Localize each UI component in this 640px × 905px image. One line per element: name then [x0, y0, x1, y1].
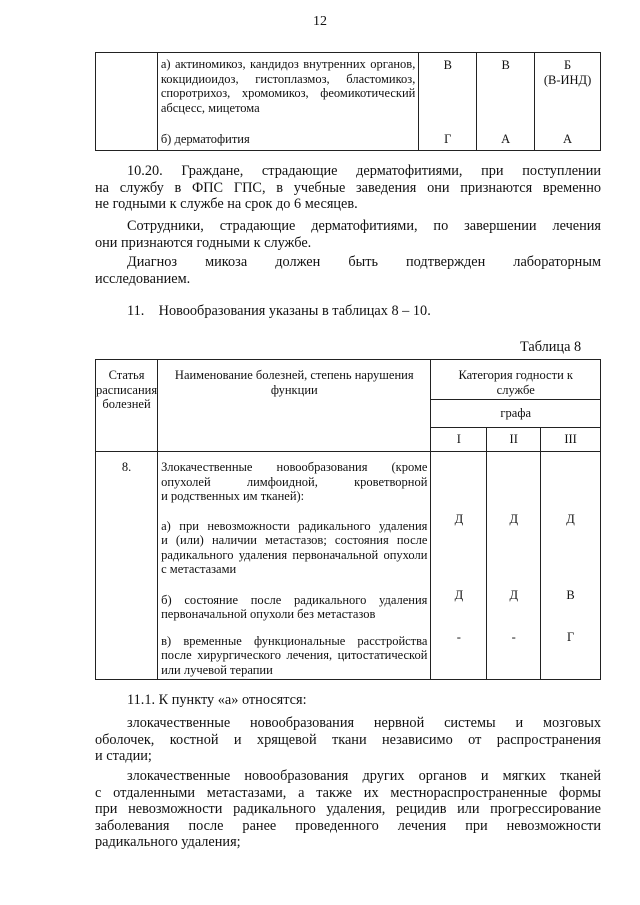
paragraph-10-20: [95, 163, 601, 213]
text-line: споротрихоз, хромомикоз, феомикотический: [160, 86, 416, 100]
text-line: исследованием.: [95, 270, 191, 287]
grafa-value: Д: [509, 587, 518, 602]
text-line: и стадии;: [95, 748, 152, 764]
text-line: кокцидиоидоз, гистоплазмоз, бластомикоз,: [160, 71, 416, 86]
header-category: [431, 360, 601, 400]
text-line: или лучевой терапии: [161, 662, 273, 677]
grafa-3-value-line: Б: [563, 58, 572, 72]
grafa-2-value: В: [477, 53, 535, 128]
header-text-line: Категория годности к: [458, 368, 573, 382]
text-line: заболевания после ранее проведенного лечения при невозможности: [95, 817, 601, 834]
header-col-2: II: [487, 428, 541, 452]
grafa-value: Д: [454, 587, 464, 602]
disease-name-cell: [157, 53, 419, 128]
text-line: в) временные функциональные расстройства: [161, 633, 428, 648]
paragraph-employees: [95, 218, 601, 251]
text-line: опухолей лимфоидной, кроветворной: [161, 474, 428, 489]
disease-description: [158, 452, 431, 680]
header-col-1: I: [431, 428, 487, 452]
grafa-1-value: В: [419, 53, 477, 128]
grafa-3-values: [541, 452, 601, 680]
disease-name-cell: [157, 128, 419, 151]
text-line: с отдаленными метастазами, а также их местнораспространенные формы: [95, 784, 601, 801]
header-text-line: расписания: [96, 382, 158, 397]
text-line: они признаются годными к службе.: [95, 234, 312, 251]
article-cell: [96, 53, 158, 151]
text-line: и (или) наличии метастазов; состояния после: [161, 533, 428, 547]
paragraph-diagnosis: [95, 254, 601, 287]
header-text-line: функции: [270, 382, 318, 397]
text-line: на службу в ФПС ГПС, в учебные заведения они признаются временно: [95, 179, 601, 196]
text-line: б) состояние после радикального удаления: [161, 592, 428, 607]
header-text-line: Статья: [108, 368, 145, 382]
text-line: злокачественные новообразования других органов и мягких тканей: [127, 768, 601, 784]
table-row: [96, 53, 601, 128]
article-number: 8.: [96, 452, 158, 680]
table-caption: Таблица 8: [520, 339, 582, 355]
paragraph-item-b: [95, 768, 601, 851]
text-line: а) актиномикоз, кандидоз внутренних органов,: [160, 57, 416, 71]
table-row: [96, 452, 601, 680]
page-number: 12: [313, 14, 327, 29]
text-line: Злокачественные новообразования (кроме: [161, 460, 428, 474]
text-line: оболочек, костной и хрящевой ткани независимо от распространения: [95, 731, 601, 748]
text-line: Сотрудники, страдающие дерматофитиями, по завершении лечения: [127, 218, 601, 234]
text-line: при невозможности радикального удаления, рецидив или прогрессирование: [95, 801, 601, 817]
grafa-3-value: А: [535, 128, 601, 151]
text-line: радикального удаления первоначальной опухоли: [161, 547, 428, 562]
text-line: абсцесс, мицетома: [160, 100, 260, 115]
header-text-line: болезней: [102, 397, 151, 411]
header-col-3: III: [541, 428, 601, 452]
text-line: первоначальной опухоли без метастазов: [161, 607, 376, 621]
text-line: после хирургического лечения, цитостатической: [161, 648, 428, 662]
header-name: [158, 360, 431, 452]
text-line: с метастазами: [161, 562, 237, 576]
grafa-1-values: [431, 452, 487, 680]
paragraph-item-a: [95, 715, 601, 765]
paragraph-11: 11. Новообразования указаны в таблицах 8 – 10.: [127, 303, 431, 319]
paragraph-11-1: 11.1. К пункту «а» относятся:: [127, 692, 307, 708]
grafa-value: В: [566, 587, 575, 602]
text-line: и родственных им тканей):: [161, 489, 305, 503]
table-row: [96, 128, 601, 151]
grafa-3-value: [535, 53, 601, 128]
grafa-3-value-line: (В-ИНД): [543, 72, 592, 87]
header-text-line: службе: [496, 382, 535, 397]
text-line: не годными к службе на срок до 6 месяцев.: [95, 196, 358, 212]
grafa-1-value: Г: [419, 128, 477, 151]
grafa-value: Д: [566, 512, 575, 526]
grafa-2-values: [487, 452, 541, 680]
text-line: б) дерматофития: [160, 131, 250, 146]
grafa-value: Д: [454, 512, 464, 526]
header-article: [96, 360, 158, 452]
grafa-value: Г: [566, 630, 575, 644]
text-line: радикального удаления;: [95, 834, 241, 850]
table-continuation: [95, 52, 601, 151]
text-line: 10.20. Граждане, страдающие дерматофитиями, при поступлении: [127, 163, 601, 179]
text-line: злокачественные новообразования нервной системы и мозговых: [127, 715, 601, 731]
grafa-2-value: А: [477, 128, 535, 151]
grafa-value: -: [511, 630, 516, 644]
grafa-value: Д: [509, 512, 518, 526]
table-header-row: [96, 360, 601, 400]
grafa-value: -: [456, 630, 461, 644]
text-line: а) при невозможности радикального удаления: [161, 518, 428, 533]
text-line: Диагноз микоза должен быть подтвержден лабораторным: [127, 254, 601, 270]
header-text-line: Наименование болезней, степень нарушения: [174, 368, 414, 382]
header-grafa: графа: [431, 400, 601, 428]
table-8: [95, 359, 601, 680]
